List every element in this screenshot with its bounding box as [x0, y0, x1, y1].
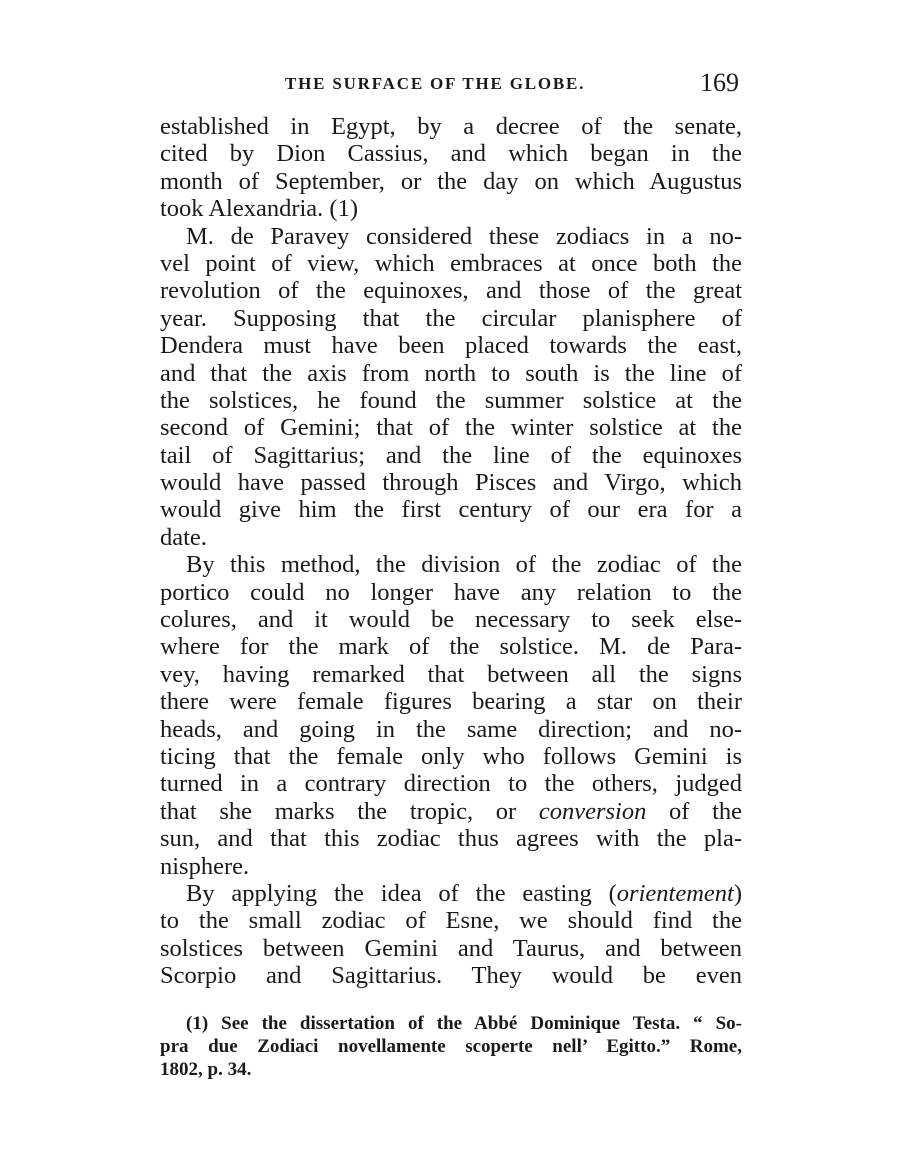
footnote [160, 1012, 742, 1081]
text-line: portico could no longer have any relation to the [160, 578, 742, 606]
text-line: vel point of view, which embraces at once both the [160, 249, 742, 277]
text-line: took Alexandria. (1) [160, 195, 358, 223]
text-line: second of Gemini; that of the winter solstice at the [160, 414, 742, 442]
text-line: By this method, the division of the zodiac of the [186, 551, 742, 579]
text-line: turned in a contrary direction to the others, judged [160, 770, 742, 798]
text-line: established in Egypt, by a decree of the senate, [160, 113, 742, 140]
text-line: would have passed through Pisces and Virgo, which [160, 469, 742, 497]
running-head [160, 68, 745, 102]
text-line: tail of Sagittarius; and the line of the equinoxes [160, 441, 742, 469]
text-line: and that the axis from north to south is the line of [160, 359, 742, 387]
text-line: nisphere. [160, 852, 250, 880]
body-text [160, 113, 742, 990]
text-line: M. de Paravey considered these zodiacs in a no- [186, 222, 742, 250]
text-line: sun, and that this zodiac thus agrees with the pla- [160, 825, 742, 853]
text-line: Dendera must have been placed towards the east, [160, 332, 742, 360]
text-line: cited by Dion Cassius, and which began in the [160, 140, 742, 168]
text-line: revolution of the equinoxes, and those of the great [160, 277, 742, 305]
text-line: colures, and it would be necessary to seek else- [160, 606, 742, 634]
footnote-line: (1) See the dissertation of the Abbé Dominique Testa. “ So- [186, 1013, 742, 1034]
text-line: would give him the first century of our era for a [160, 496, 742, 524]
text-line: that she marks the tropic, or conversion of the [160, 797, 742, 825]
text-line: By applying the idea of the easting (orientement) [186, 879, 742, 907]
text-line: where for the mark of the solstice. M. de Para- [160, 633, 742, 661]
text-line: there were female figures bearing a star on their [160, 688, 742, 716]
text-line: to the small zodiac of Esne, we should find the [160, 907, 742, 935]
running-title: THE SURFACE OF THE GLOBE. [285, 74, 586, 93]
text-line: date. [160, 523, 207, 551]
page-number: 169 [700, 68, 739, 97]
text-line: solstices between Gemini and Taurus, and between [160, 934, 742, 962]
text-line: year. Supposing that the circular planisphere of [160, 304, 742, 332]
footnote-line: 1802, p. 34. [160, 1059, 252, 1080]
text-line: heads, and going in the same direction; and no- [160, 715, 742, 743]
footnote-line: pra due Zodiaci novellamente scoperte nell’ Egitto.” Rome, [160, 1036, 742, 1057]
text-line: month of September, or the day on which Augustus [160, 167, 742, 195]
text-line: ticing that the female only who follows Gemini is [160, 742, 742, 770]
text-line: the solstices, he found the summer solstice at the [160, 386, 742, 414]
text-line: Scorpio and Sagittarius. They would be even [160, 962, 742, 990]
text-line: vey, having remarked that between all the signs [160, 660, 742, 688]
